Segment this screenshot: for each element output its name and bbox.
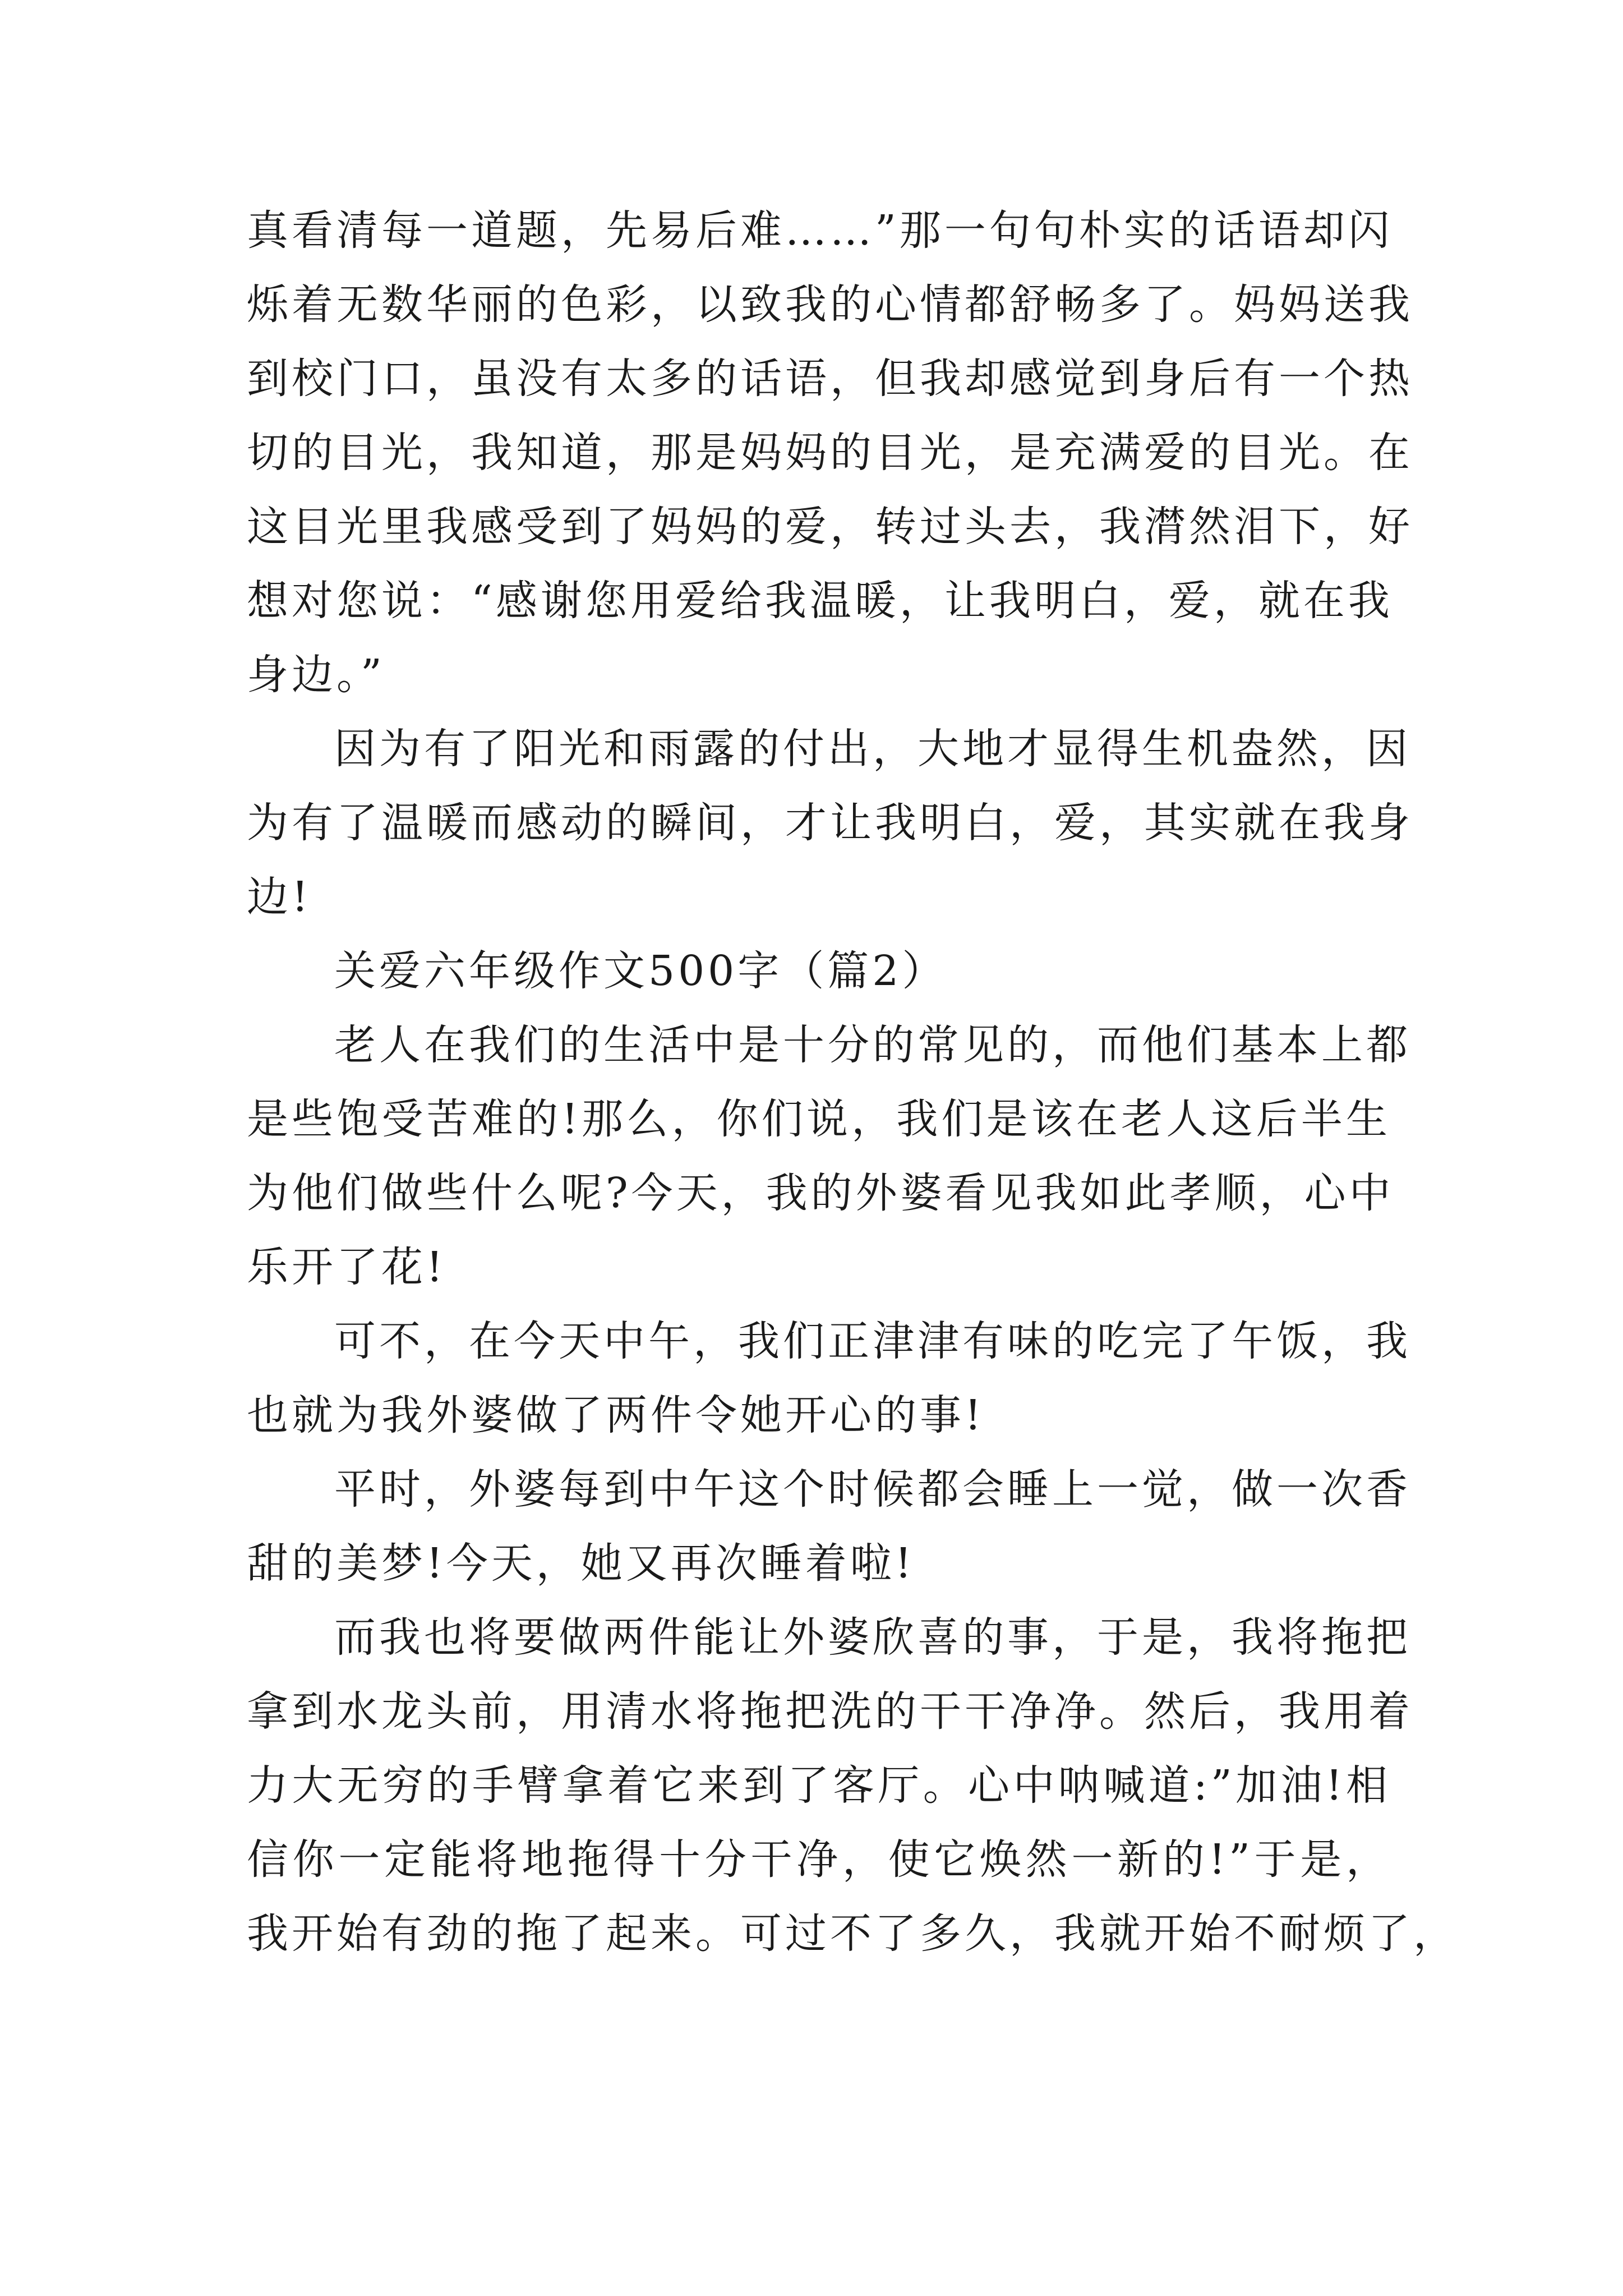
paragraph-line: 切的目光，我知道，那是妈妈的目光，是充满爱的目光。在 xyxy=(247,429,1413,477)
paragraph-line: 拿到水龙头前，用清水将拖把洗的干干净净。然后，我用着 xyxy=(247,1687,1413,1736)
paragraph-line: 可不，在今天中午，我们正津津有味的吃完了午饭，我 xyxy=(334,1317,1411,1365)
paragraph-line: 烁着无数华丽的色彩，以致我的心情都舒畅多了。妈妈送我 xyxy=(247,280,1413,329)
paragraph-line: 也就为我外婆做了两件令她开心的事! xyxy=(247,1391,985,1439)
paragraph-line: 信你一定能将地拖得十分干净，使它焕然一新的!”于是， xyxy=(247,1835,1391,1884)
paragraph-line: 而我也将要做两件能让外婆欣喜的事，于是，我将拖把 xyxy=(334,1613,1411,1662)
section-title: 关爱六年级作文500字（篇2） xyxy=(334,947,947,995)
paragraph-line: 到校门口，虽没有太多的话语，但我却感觉到身后有一个热 xyxy=(247,355,1413,403)
paragraph-line: 我开始有劲的拖了起来。可过不了多久，我就开始不耐烦了， xyxy=(247,1910,1458,1958)
paragraph-line: 乐开了花! xyxy=(247,1243,446,1291)
paragraph-line: 边! xyxy=(247,873,312,921)
paragraph-line: 想对您说：“感谢您用爱给我温暖，让我明白，爱，就在我 xyxy=(247,577,1393,625)
paragraph-line: 为他们做些什么呢?今天，我的外婆看见我如此孝顺，心中 xyxy=(247,1169,1394,1217)
paragraph-line: 是些饱受苦难的!那么，你们说，我们是该在老人这后半生 xyxy=(247,1095,1391,1143)
paragraph-line: 老人在我们的生活中是十分的常见的，而他们基本上都 xyxy=(334,1021,1411,1069)
paragraph-line: 为有了温暖而感动的瞬间，才让我明白，爱，其实就在我身 xyxy=(247,799,1413,847)
paragraph-line: 身边。” xyxy=(247,651,385,699)
paragraph-line: 真看清每一道题，先易后难……”那一句句朴实的话语却闪 xyxy=(247,206,1393,255)
paragraph-line: 力大无穷的手臂拿着它来到了客厅。心中呐喊道:”加油!相 xyxy=(247,1761,1391,1810)
paragraph-line: 这目光里我感受到了妈妈的爱，转过头去，我潸然泪下，好 xyxy=(247,503,1413,551)
paragraph-line: 因为有了阳光和雨露的付出，大地才显得生机盎然，因 xyxy=(334,725,1411,773)
paragraph-line: 甜的美梦!今天，她又再次睡着啦! xyxy=(247,1539,915,1588)
paragraph-line: 平时，外婆每到中午这个时候都会睡上一觉，做一次香 xyxy=(334,1465,1411,1513)
article-body xyxy=(247,194,1458,1971)
